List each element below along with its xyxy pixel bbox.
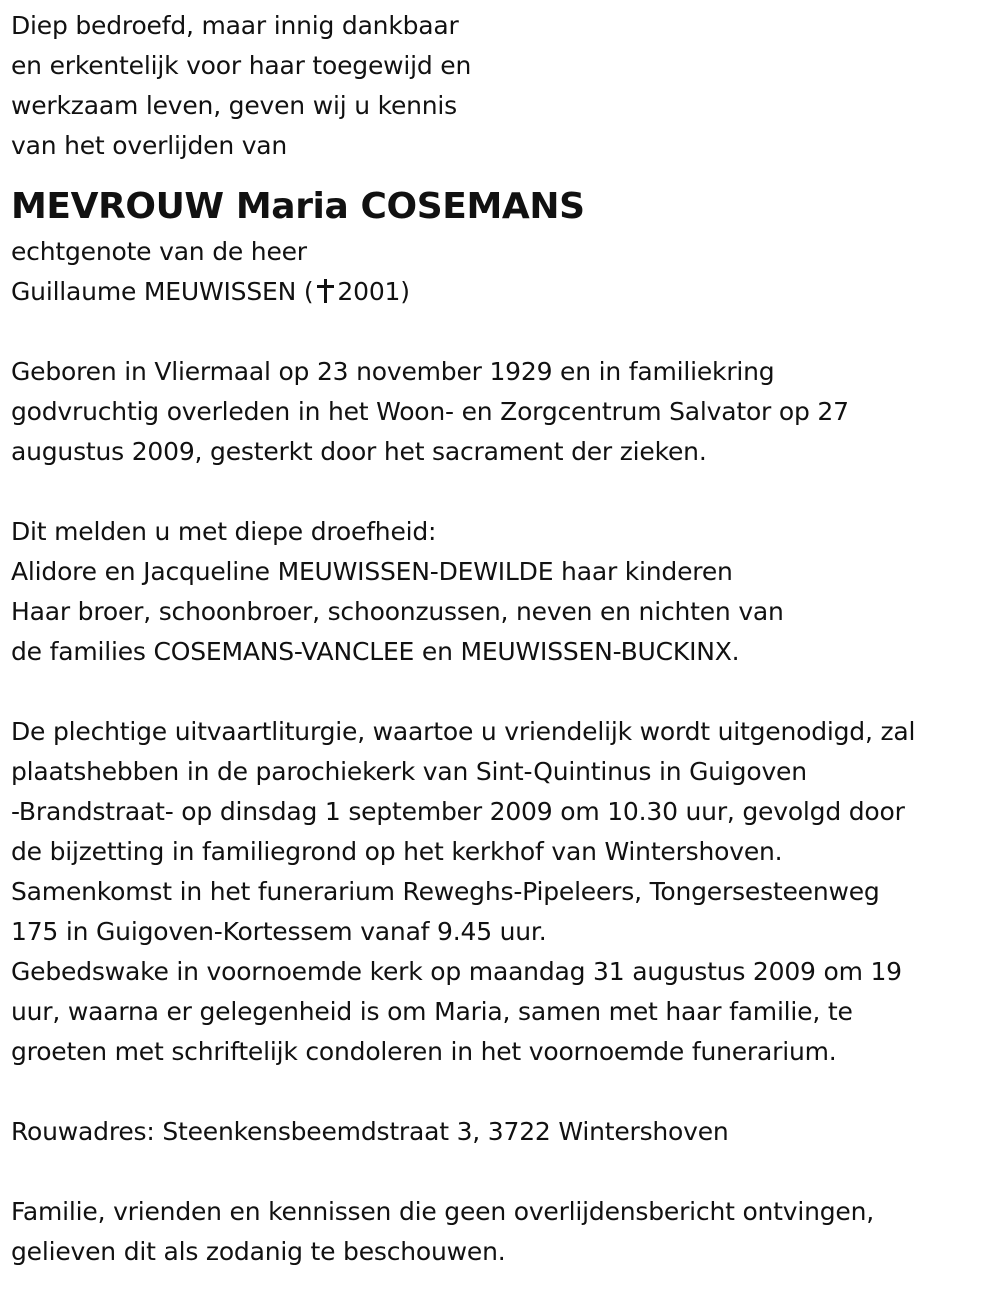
text-line: Samenkomst in het funerarium Reweghs-Pipeleers, Tongersesteenweg [11, 877, 880, 906]
spouse-line: echtgenote van de heer [11, 237, 307, 266]
cross-icon [315, 279, 335, 303]
text-line: gelieven dit als zodanig te beschouwen. [11, 1237, 506, 1266]
text-line: plaatshebben in de parochiekerk van Sint-Quintinus in Guigoven [11, 757, 807, 786]
intro-paragraph [11, 6, 996, 166]
text-line: uur, waarna er gelegenheid is om Maria, samen met haar familie, te [11, 997, 853, 1026]
spacer [11, 672, 996, 712]
closing-paragraph [11, 1192, 996, 1272]
text-line: de bijzetting in familiegrond op het kerkhof van Wintershoven. [11, 837, 783, 866]
obituary-notice [11, 6, 996, 1272]
spouse-death-year: 2001) [337, 277, 410, 306]
spacer [11, 1072, 996, 1112]
spouse-name-line [11, 272, 996, 312]
text-line: Haar broer, schoonbroer, schoonzussen, neven en nichten van [11, 597, 784, 626]
intro-line: Diep bedroefd, maar innig dankbaar [11, 11, 459, 40]
text-line: Gebedswake in voornoemde kerk op maandag 31 augustus 2009 om 19 [11, 957, 902, 986]
family-paragraph [11, 512, 996, 672]
text-line: -Brandstraat- op dinsdag 1 september 2009 om 10.30 uur, gevolgd door [11, 797, 905, 826]
text-line: groeten met schriftelijk condoleren in het voornoemde funerarium. [11, 1037, 837, 1066]
text-line: godvruchtig overleden in het Woon- en Zorgcentrum Salvator op 27 [11, 397, 849, 426]
mourning-address: Rouwadres: Steenkensbeemdstraat 3, 3722 Wintershoven [11, 1117, 729, 1146]
text-line: augustus 2009, gesterkt door het sacrament der zieken. [11, 437, 707, 466]
text-line: Familie, vrienden en kennissen die geen overlijdensbericht ontvingen, [11, 1197, 875, 1226]
text-line: Dit melden u met diepe droefheid: [11, 517, 437, 546]
spouse-info [11, 232, 996, 312]
text-line: De plechtige uitvaartliturgie, waartoe u vriendelijk wordt uitgenodigd, zal [11, 717, 916, 746]
spacer [11, 1152, 996, 1192]
spacer [11, 312, 996, 352]
ceremony-paragraph [11, 712, 996, 1072]
text-line: de families COSEMANS-VANCLEE en MEUWISSEN-BUCKINX. [11, 637, 740, 666]
intro-line: werkzaam leven, geven wij u kennis [11, 91, 458, 120]
intro-line: van het overlijden van [11, 131, 288, 160]
text-line: Alidore en Jacqueline MEUWISSEN-DEWILDE haar kinderen [11, 557, 733, 586]
intro-line: en erkentelijk voor haar toegewijd en [11, 51, 472, 80]
spacer [11, 472, 996, 512]
text-line: 175 in Guigoven-Kortessem vanaf 9.45 uur. [11, 917, 547, 946]
spouse-name: Guillaume MEUWISSEN ( [11, 277, 314, 306]
deceased-name: MEVROUW Maria COSEMANS [11, 186, 585, 227]
birth-death-paragraph [11, 352, 996, 472]
text-line: Geboren in Vliermaal op 23 november 1929 en in familiekring [11, 357, 775, 386]
